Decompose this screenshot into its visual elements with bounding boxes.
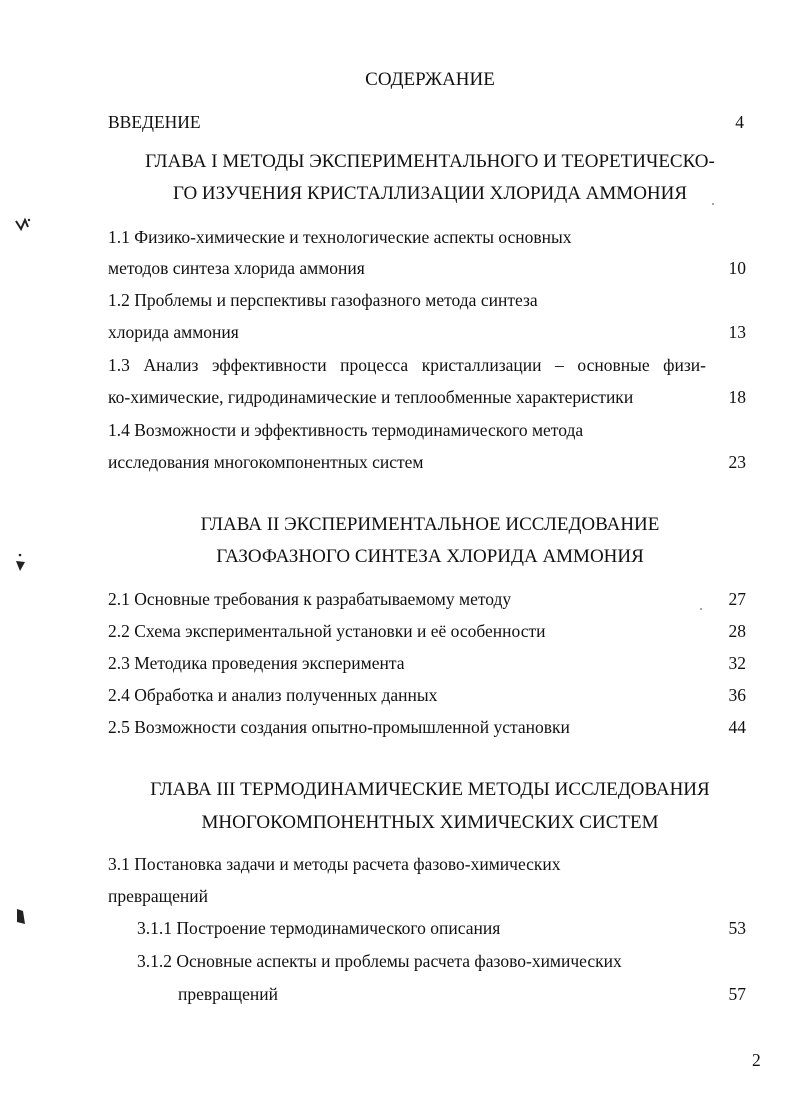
toc-2-5-page: 44: [728, 717, 746, 737]
toc-1-2-line1[interactable]: 1.2 Проблемы и перспективы газофазного метода синтеза: [108, 290, 538, 310]
toc-2-5-line[interactable]: 2.5 Возможности создания опытно-промышленной установки: [108, 717, 570, 737]
toc-2-3-line[interactable]: 2.3 Методика проведения эксперимента: [108, 653, 405, 673]
toc-1-3-line1[interactable]: 1.3 Анализ эффективности процесса кристаллизации – основные физи-: [108, 355, 706, 375]
page-number: 2: [752, 1050, 761, 1070]
toc-1-2-page: 13: [728, 322, 746, 342]
toc-3-1-line1[interactable]: 3.1 Постановка задачи и методы расчета фазово-химических: [108, 854, 561, 874]
toc-intro-label[interactable]: ВВЕДЕНИЕ: [108, 112, 201, 132]
toc-intro-page: 4: [735, 112, 744, 132]
chapter1-heading-line2[interactable]: ГО ИЗУЧЕНИЯ КРИСТАЛЛИЗАЦИИ ХЛОРИДА АММОНИЯ: [172, 183, 688, 204]
toc-2-2-page: 28: [728, 621, 746, 641]
toc-3-1-1-page: 53: [728, 918, 746, 938]
chapter2-heading-line1[interactable]: ГЛАВА II ЭКСПЕРИМЕНТАЛЬНОЕ ИССЛЕДОВАНИЕ: [200, 514, 660, 535]
toc-2-4-line[interactable]: 2.4 Обработка и анализ полученных данных: [108, 685, 438, 705]
chapter1-heading-line1[interactable]: ГЛАВА I МЕТОДЫ ЭКСПЕРИМЕНТАЛЬНОГО И ТЕОРЕТИЧЕСКО-: [145, 151, 715, 172]
toc-3-1-line2[interactable]: превращений: [108, 886, 209, 906]
toc-3-1-2-line2[interactable]: превращений: [178, 984, 279, 1004]
toc-2-4-page: 36: [728, 685, 746, 705]
toc-1-1-page: 10: [728, 258, 746, 278]
toc-1-4-line2[interactable]: исследования многокомпонентных систем: [108, 452, 424, 472]
scan-speck: [712, 203, 714, 205]
toc-1-2-line2[interactable]: хлорида аммония: [108, 322, 239, 342]
toc-2-1-page: 27: [728, 589, 746, 609]
binding-mark-icon: [14, 905, 28, 927]
toc-1-3-page: 18: [728, 387, 746, 407]
toc-3-1-2-page: 57: [728, 984, 746, 1004]
toc-1-3-line2[interactable]: ко-химические, гидродинамические и теплообменные характеристики: [108, 387, 634, 407]
toc-2-2-line[interactable]: 2.2 Схема экспериментальной установки и её особенности: [108, 621, 546, 641]
binding-mark-icon: [14, 552, 28, 574]
toc-3-1-1-line[interactable]: 3.1.1 Построение термодинамического описания: [137, 918, 501, 938]
page-title: СОДЕРЖАНИЕ: [365, 69, 495, 90]
chapter2-heading-line2[interactable]: ГАЗОФАЗНОГО СИНТЕЗА ХЛОРИДА АММОНИЯ: [216, 546, 644, 567]
toc-3-1-2-line1[interactable]: 3.1.2 Основные аспекты и проблемы расчета фазово-химических: [137, 951, 622, 971]
toc-1-1-line2[interactable]: методов синтеза хлорида аммония: [108, 258, 365, 278]
chapter3-heading-line1[interactable]: ГЛАВА III ТЕРМОДИНАМИЧЕСКИЕ МЕТОДЫ ИССЛЕДОВАНИЯ: [150, 779, 710, 800]
binding-mark-icon: [14, 217, 32, 233]
toc-2-3-page: 32: [728, 653, 746, 673]
chapter3-heading-line2[interactable]: МНОГОКОМПОНЕНТНЫХ ХИМИЧЕСКИХ СИСТЕМ: [201, 812, 659, 833]
toc-1-1-line1[interactable]: 1.1 Физико-химические и технологические аспекты основных: [108, 227, 572, 247]
toc-1-4-line1[interactable]: 1.4 Возможности и эффективность термодинамического метода: [108, 420, 584, 440]
toc-1-4-page: 23: [728, 452, 746, 472]
scan-speck: [700, 608, 702, 610]
toc-2-1-line[interactable]: 2.1 Основные требования к разрабатываемому методу: [108, 589, 512, 609]
